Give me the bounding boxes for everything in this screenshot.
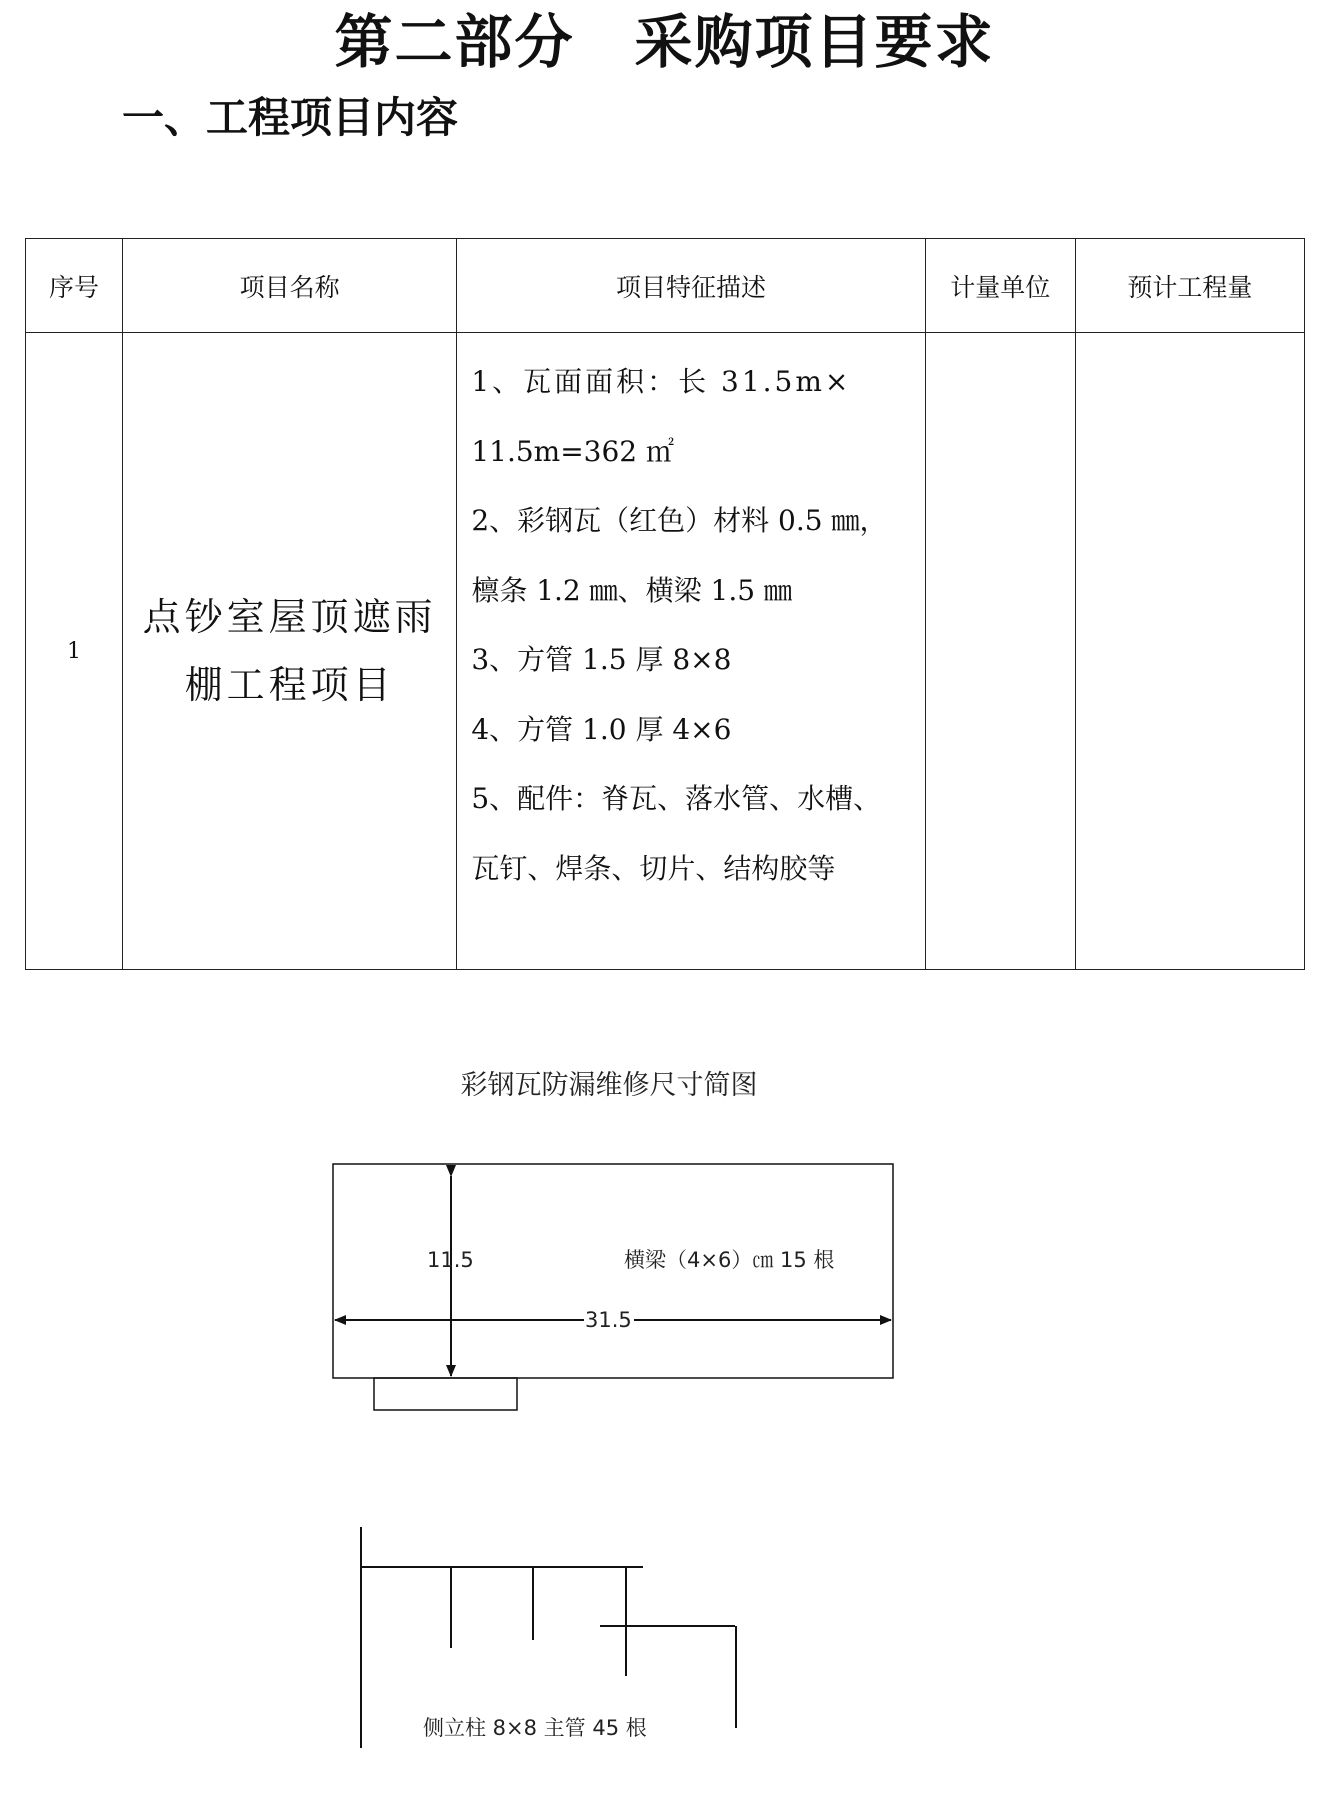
description-line: 5、配件：脊瓦、落水管、水槽、 — [471, 782, 882, 815]
description-line: 2、彩钢瓦（红色）材料 0.5 ㎜， — [471, 504, 888, 537]
base-block — [374, 1378, 517, 1410]
cell-project-name: 点钞室屋顶遮雨棚工程项目 — [123, 333, 457, 970]
description-line: 11.5m=362 ㎡ — [471, 434, 675, 468]
cell-seq: 1 — [26, 333, 123, 970]
length-label: 31.5 — [585, 1308, 632, 1332]
header-name: 项目名称 — [123, 239, 457, 333]
beam-label: 横梁（4×6）㎝ 15 根 — [624, 1248, 835, 1272]
header-unit: 计量单位 — [925, 239, 1075, 333]
header-seq: 序号 — [26, 239, 123, 333]
description-line: 檩条 1.2 ㎜、横梁 1.5 ㎜ — [471, 573, 792, 607]
header-description: 项目特征描述 — [457, 239, 925, 333]
page-title: 第二部分 采购项目要求 — [334, 8, 995, 76]
description-line: 瓦钉、焊条、切片、结构胶等 — [471, 851, 836, 885]
column-sketch — [361, 1527, 736, 1748]
width-label: 11.5 — [427, 1248, 474, 1272]
diagram-title: 彩钢瓦防漏维修尺寸简图 — [460, 1070, 758, 1101]
section-heading: 一、工程项目内容 — [122, 93, 459, 142]
description-line: 1、瓦面面积：长 31.5m× — [471, 365, 852, 398]
header-quantity: 预计工程量 — [1075, 239, 1304, 333]
description-line: 3、方管 1.5 厚 8×8 — [471, 643, 732, 676]
column-label: 侧立柱 8×8 主管 45 根 — [423, 1716, 647, 1740]
description-line: 4、方管 1.0 厚 4×6 — [471, 712, 732, 746]
